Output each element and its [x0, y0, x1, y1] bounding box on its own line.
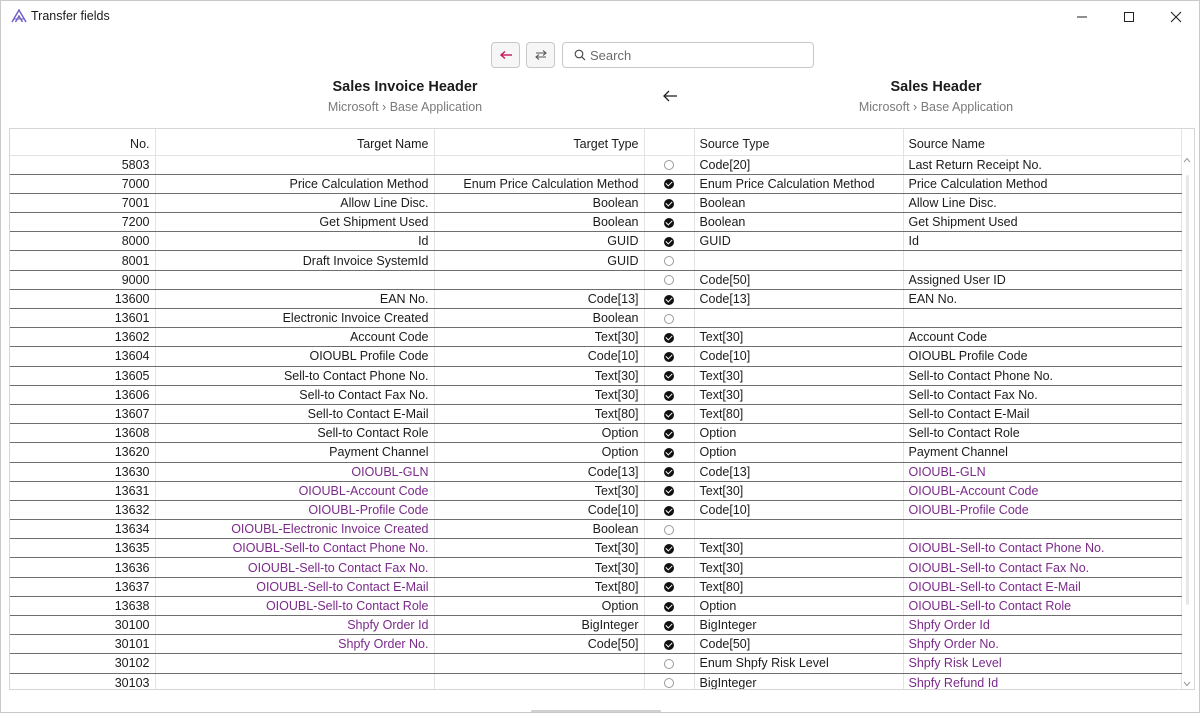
cell-target-name: OIOUBL-Sell-to Contact E-Mail [155, 577, 434, 596]
unmatched-circle-icon[interactable] [664, 678, 674, 688]
cell-source-name: Shpfy Refund Id [903, 673, 1181, 690]
cell-target-name: OIOUBL-Electronic Invoice Created [155, 520, 434, 539]
cell-source-name: Shpfy Order Id [903, 616, 1181, 635]
table-row[interactable] [10, 424, 1181, 443]
table-row[interactable] [10, 654, 1181, 673]
cell-no: 8000 [10, 232, 155, 251]
cell-target-type [434, 654, 644, 673]
cell-target-type: Text[30] [434, 328, 644, 347]
cell-target-name: Sell-to Contact Phone No. [155, 366, 434, 385]
cell-match[interactable] [644, 213, 694, 232]
table-row[interactable] [10, 481, 1181, 500]
matched-check-icon[interactable] [664, 544, 674, 554]
cell-match[interactable] [644, 193, 694, 212]
cell-target-name: Allow Line Disc. [155, 193, 434, 212]
unmatched-circle-icon[interactable] [664, 160, 674, 170]
cell-match[interactable] [644, 174, 694, 193]
cell-target-name: Sell-to Contact E-Mail [155, 404, 434, 423]
cell-no: 13631 [10, 481, 155, 500]
table-row[interactable] [10, 232, 1181, 251]
scroll-thumb[interactable] [1186, 175, 1189, 605]
cell-target-type: Code[13] [434, 462, 644, 481]
cell-no: 13632 [10, 500, 155, 519]
close-button[interactable] [1152, 1, 1200, 32]
cell-source-name: Sell-to Contact Phone No. [903, 366, 1181, 385]
cell-source-name [903, 309, 1181, 328]
cell-match[interactable] [644, 500, 694, 519]
target-table-app [255, 100, 555, 114]
cell-target-name: Payment Channel [155, 443, 434, 462]
cell-match[interactable] [644, 309, 694, 328]
cell-target-name: Shpfy Order No. [155, 635, 434, 654]
unmatched-circle-icon[interactable] [664, 525, 674, 535]
cell-target-type: Option [434, 596, 644, 615]
toolbar [1, 42, 1199, 69]
cell-source-type: Option [694, 596, 903, 615]
table-row[interactable] [10, 385, 1181, 404]
cell-target-type [434, 270, 644, 289]
cell-source-type [694, 251, 903, 270]
cell-match[interactable] [644, 404, 694, 423]
cell-target-type: Text[30] [434, 481, 644, 500]
matched-check-icon[interactable] [664, 179, 674, 189]
table-row[interactable] [10, 289, 1181, 308]
cell-source-name: OIOUBL-Sell-to Contact Role [903, 596, 1181, 615]
table-row[interactable] [10, 270, 1181, 289]
close-icon [1170, 11, 1182, 23]
cell-target-name: Price Calculation Method [155, 174, 434, 193]
cell-target-name: OIOUBL-Sell-to Contact Phone No. [155, 539, 434, 558]
cell-source-type: Text[30] [694, 366, 903, 385]
cell-no: 8001 [10, 251, 155, 270]
cell-source-type: Enum Shpfy Risk Level [694, 654, 903, 673]
cell-target-type: Boolean [434, 309, 644, 328]
cell-source-name: EAN No. [903, 289, 1181, 308]
cell-target-type: GUID [434, 232, 644, 251]
cell-target-type: Text[30] [434, 539, 644, 558]
cell-target-name: Id [155, 232, 434, 251]
target-app-name: Base Application [389, 100, 483, 114]
matched-check-icon[interactable] [664, 352, 674, 362]
cell-source-type: Option [694, 424, 903, 443]
table-row[interactable] [10, 193, 1181, 212]
cell-target-name: OIOUBL Profile Code [155, 347, 434, 366]
column-header-source-type[interactable]: Source Type [694, 129, 903, 155]
cell-source-name: Sell-to Contact Fax No. [903, 385, 1181, 404]
cell-target-type: Option [434, 424, 644, 443]
cell-source-name: OIOUBL-Sell-to Contact Phone No. [903, 539, 1181, 558]
cell-no: 13604 [10, 347, 155, 366]
matched-check-icon[interactable] [664, 429, 674, 439]
cell-source-name: Sell-to Contact E-Mail [903, 404, 1181, 423]
source-separator: › [913, 100, 918, 114]
matched-check-icon[interactable] [664, 371, 674, 381]
cell-match[interactable] [644, 577, 694, 596]
table-row[interactable] [10, 635, 1181, 654]
cell-target-type: Enum Price Calculation Method [434, 174, 644, 193]
cell-no: 5803 [10, 155, 155, 174]
minimize-icon [1076, 11, 1088, 23]
cell-match[interactable] [644, 462, 694, 481]
cell-no: 13620 [10, 443, 155, 462]
unmatched-circle-icon[interactable] [664, 659, 674, 669]
matched-check-icon[interactable] [664, 563, 674, 573]
table-row[interactable] [10, 328, 1181, 347]
cell-source-name: OIOUBL-GLN [903, 462, 1181, 481]
matched-check-icon[interactable] [664, 602, 674, 612]
cell-source-name: OIOUBL-Profile Code [903, 500, 1181, 519]
cell-target-type: Code[10] [434, 500, 644, 519]
cell-source-type: Text[30] [694, 558, 903, 577]
swap-button[interactable] [526, 42, 555, 68]
matched-check-icon[interactable] [664, 410, 674, 420]
source-table-header [786, 79, 1086, 114]
matched-check-icon[interactable] [664, 640, 674, 650]
minimize-button[interactable] [1058, 1, 1106, 32]
cell-match[interactable] [644, 654, 694, 673]
matched-check-icon[interactable] [664, 448, 674, 458]
cell-match[interactable] [644, 596, 694, 615]
cell-no: 13606 [10, 385, 155, 404]
matched-check-icon[interactable] [664, 391, 674, 401]
vertical-scrollbar[interactable] [1181, 155, 1193, 689]
table-row[interactable] [10, 443, 1181, 462]
cell-source-name: Sell-to Contact Role [903, 424, 1181, 443]
table-row[interactable] [10, 309, 1181, 328]
cell-source-name: OIOUBL-Sell-to Contact Fax No. [903, 558, 1181, 577]
swap-arrows-icon [534, 49, 548, 61]
matched-check-icon[interactable] [664, 582, 674, 592]
target-separator: › [382, 100, 387, 114]
cell-target-name [155, 270, 434, 289]
cell-source-type [694, 309, 903, 328]
cell-match[interactable] [644, 232, 694, 251]
grid-header-row [10, 129, 1181, 155]
cell-match[interactable] [644, 558, 694, 577]
matched-check-icon[interactable] [664, 467, 674, 477]
cell-source-type: Boolean [694, 193, 903, 212]
cell-no: 7200 [10, 213, 155, 232]
cell-no: 30103 [10, 673, 155, 690]
field-mapping-table [10, 129, 1182, 690]
target-publisher: Microsoft [327, 100, 379, 114]
cell-source-type: BigInteger [694, 673, 903, 690]
unmatched-circle-icon[interactable] [664, 314, 674, 324]
cell-no: 13630 [10, 462, 155, 481]
column-header-match[interactable] [644, 129, 694, 155]
cell-source-type: Code[10] [694, 347, 903, 366]
cell-source-name [903, 251, 1181, 270]
cell-no: 30101 [10, 635, 155, 654]
direction-arrow-icon [661, 88, 679, 104]
source-table-app [786, 100, 1086, 114]
cell-target-type: BigInteger [434, 616, 644, 635]
unmatched-circle-icon[interactable] [664, 275, 674, 285]
cell-target-name: Electronic Invoice Created [155, 309, 434, 328]
cell-target-type: Boolean [434, 193, 644, 212]
table-row[interactable] [10, 577, 1181, 596]
table-row[interactable] [10, 155, 1181, 174]
cell-no: 13605 [10, 366, 155, 385]
table-row[interactable] [10, 673, 1181, 690]
cell-target-type: Boolean [434, 213, 644, 232]
field-mapping-grid [9, 128, 1195, 690]
app-logo-icon [11, 9, 27, 23]
cell-no: 13636 [10, 558, 155, 577]
cell-target-name: Shpfy Order Id [155, 616, 434, 635]
cell-no: 13600 [10, 289, 155, 308]
cell-source-type: Option [694, 443, 903, 462]
scroll-up-icon[interactable] [1183, 157, 1191, 163]
cell-match[interactable] [644, 251, 694, 270]
cell-source-type: Code[10] [694, 500, 903, 519]
arrow-left-icon [499, 50, 513, 60]
cell-no: 13601 [10, 309, 155, 328]
maximize-icon [1123, 11, 1135, 23]
matched-check-icon[interactable] [664, 506, 674, 516]
cell-match[interactable] [644, 520, 694, 539]
cell-source-type: Text[30] [694, 385, 903, 404]
column-header-source-name[interactable]: Source Name [903, 129, 1181, 155]
cell-match[interactable] [644, 635, 694, 654]
back-button[interactable] [491, 42, 520, 68]
table-row[interactable] [10, 558, 1181, 577]
table-row[interactable] [10, 213, 1181, 232]
cell-source-name: Price Calculation Method [903, 174, 1181, 193]
cell-source-type: GUID [694, 232, 903, 251]
target-table-name: Sales Invoice Header [332, 79, 478, 95]
cell-source-name: OIOUBL-Sell-to Contact E-Mail [903, 577, 1181, 596]
cell-no: 9000 [10, 270, 155, 289]
cell-target-name [155, 654, 434, 673]
table-row[interactable] [10, 174, 1181, 193]
cell-match[interactable] [644, 616, 694, 635]
cell-source-type: Enum Price Calculation Method [694, 174, 903, 193]
cell-no: 30100 [10, 616, 155, 635]
cell-source-name: OIOUBL Profile Code [903, 347, 1181, 366]
cell-match[interactable] [644, 328, 694, 347]
cell-match[interactable] [644, 539, 694, 558]
table-row[interactable] [10, 347, 1181, 366]
search-box[interactable] [562, 42, 814, 68]
cell-match[interactable] [644, 366, 694, 385]
cell-no: 13635 [10, 539, 155, 558]
search-icon [574, 49, 586, 61]
cell-target-name: Get Shipment Used [155, 213, 434, 232]
cell-source-name: Shpfy Risk Level [903, 654, 1181, 673]
table-row[interactable] [10, 366, 1181, 385]
cell-target-type: GUID [434, 251, 644, 270]
source-publisher: Microsoft [858, 100, 910, 114]
cell-target-type: Text[80] [434, 404, 644, 423]
cell-source-name: Allow Line Disc. [903, 193, 1181, 212]
unmatched-circle-icon[interactable] [664, 256, 674, 266]
cell-match[interactable] [644, 443, 694, 462]
matched-check-icon[interactable] [664, 486, 674, 496]
grid-body [10, 155, 1181, 690]
title-bar [1, 1, 1199, 32]
search-input[interactable] [590, 48, 810, 63]
cell-target-type: Text[30] [434, 366, 644, 385]
table-row[interactable] [10, 500, 1181, 519]
cell-source-type: Code[13] [694, 289, 903, 308]
cell-target-type: Text[30] [434, 558, 644, 577]
cell-target-name: EAN No. [155, 289, 434, 308]
maximize-button[interactable] [1105, 1, 1153, 32]
horizontal-scrollbar[interactable] [531, 710, 661, 712]
cell-target-type: Code[50] [434, 635, 644, 654]
cell-source-type: Boolean [694, 213, 903, 232]
cell-source-name: Last Return Receipt No. [903, 155, 1181, 174]
cell-source-type: Code[50] [694, 270, 903, 289]
matched-check-icon[interactable] [664, 295, 674, 305]
cell-target-name: OIOUBL-GLN [155, 462, 434, 481]
cell-target-name: OIOUBL-Account Code [155, 481, 434, 500]
cell-source-type: Code[50] [694, 635, 903, 654]
cell-no: 13638 [10, 596, 155, 615]
matched-check-icon[interactable] [664, 199, 674, 209]
cell-source-name: Get Shipment Used [903, 213, 1181, 232]
cell-source-type: Text[80] [694, 404, 903, 423]
cell-source-name [903, 520, 1181, 539]
cell-source-name: OIOUBL-Account Code [903, 481, 1181, 500]
table-row[interactable] [10, 462, 1181, 481]
cell-target-type: Boolean [434, 520, 644, 539]
cell-source-name: Id [903, 232, 1181, 251]
cell-source-type: Code[13] [694, 462, 903, 481]
cell-target-type: Text[80] [434, 577, 644, 596]
table-row[interactable] [10, 404, 1181, 423]
source-table-name: Sales Header [890, 79, 982, 95]
cell-target-name [155, 155, 434, 174]
cell-match[interactable] [644, 424, 694, 443]
matched-check-icon[interactable] [664, 333, 674, 343]
cell-source-name: Payment Channel [903, 443, 1181, 462]
table-row[interactable] [10, 616, 1181, 635]
matched-check-icon[interactable] [664, 237, 674, 247]
cell-source-name: Shpfy Order No. [903, 635, 1181, 654]
cell-source-type: Code[20] [694, 155, 903, 174]
cell-target-type: Option [434, 443, 644, 462]
scroll-down-icon[interactable] [1183, 681, 1191, 687]
table-row[interactable] [10, 251, 1181, 270]
column-header-target-name[interactable]: Target Name [155, 129, 434, 155]
cell-source-name: Account Code [903, 328, 1181, 347]
cell-match[interactable] [644, 289, 694, 308]
column-header-target-type[interactable]: Target Type [434, 129, 644, 155]
cell-no: 13608 [10, 424, 155, 443]
cell-match[interactable] [644, 481, 694, 500]
cell-source-type: BigInteger [694, 616, 903, 635]
cell-target-type [434, 673, 644, 690]
cell-target-type [434, 155, 644, 174]
cell-match[interactable] [644, 270, 694, 289]
cell-source-type: Text[30] [694, 539, 903, 558]
cell-no: 7000 [10, 174, 155, 193]
cell-target-name: Sell-to Contact Role [155, 424, 434, 443]
cell-source-type [694, 520, 903, 539]
table-row[interactable] [10, 539, 1181, 558]
cell-source-type: Text[80] [694, 577, 903, 596]
target-table-header [255, 79, 555, 114]
matched-check-icon[interactable] [664, 218, 674, 228]
cell-target-name: Sell-to Contact Fax No. [155, 385, 434, 404]
cell-match[interactable] [644, 385, 694, 404]
cell-target-type: Text[30] [434, 385, 644, 404]
table-row[interactable] [10, 596, 1181, 615]
cell-no: 13637 [10, 577, 155, 596]
cell-match[interactable] [644, 673, 694, 690]
window-title: Transfer fields [31, 9, 110, 23]
source-app-name: Base Application [920, 100, 1014, 114]
cell-source-type: Text[30] [694, 481, 903, 500]
column-header-no[interactable]: No. [10, 129, 155, 155]
cell-no: 13602 [10, 328, 155, 347]
cell-target-name: OIOUBL-Profile Code [155, 500, 434, 519]
cell-source-name: Assigned User ID [903, 270, 1181, 289]
cell-match[interactable] [644, 347, 694, 366]
cell-target-name: OIOUBL-Sell-to Contact Fax No. [155, 558, 434, 577]
cell-target-type: Code[10] [434, 347, 644, 366]
table-row[interactable] [10, 520, 1181, 539]
cell-target-type: Code[13] [434, 289, 644, 308]
cell-target-name: Account Code [155, 328, 434, 347]
cell-target-name [155, 673, 434, 690]
cell-target-name: OIOUBL-Sell-to Contact Role [155, 596, 434, 615]
cell-no: 13634 [10, 520, 155, 539]
cell-no: 30102 [10, 654, 155, 673]
cell-target-name: Draft Invoice SystemId [155, 251, 434, 270]
cell-no: 13607 [10, 404, 155, 423]
cell-source-type: Text[30] [694, 328, 903, 347]
cell-match[interactable] [644, 155, 694, 174]
cell-no: 7001 [10, 193, 155, 212]
matched-check-icon[interactable] [664, 621, 674, 631]
